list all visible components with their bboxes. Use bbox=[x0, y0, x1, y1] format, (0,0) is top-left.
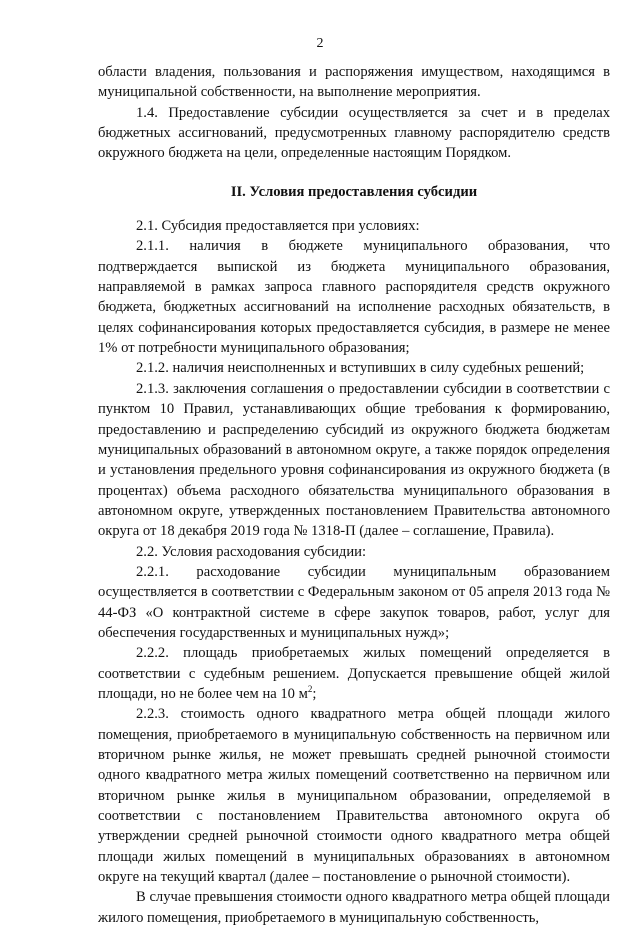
paragraph-2-2-2 bbox=[98, 643, 610, 704]
paragraph-continuation: области владения, пользования и распоряжения имуществом, находящимся в муниципальной собственности, на выполнение мероприятия. bbox=[98, 64, 610, 101]
paragraph-2-2-2-end: ; bbox=[312, 685, 317, 702]
section-heading: II. Условия предоставления субсидии bbox=[230, 183, 478, 200]
paragraph-2-2-3: 2.2.3. стоимость одного квадратного метра общей площади жилого помещения, приобретаемого в муниципальную собственность на первичном или вторичном рынке жилья, не может превышать средней рыночной стоимости одного квадратного метра жилых помещений соответственно на первичном или вторичном рынке жилья в муниципальном образовании, определяемой в соответствии с постановлением Правительства автономного округа об утверждении средней рыночной стоимости одного квадратного метра общей площади жилых помещений в муниципальных образованиях в автономном округе на текущий квартал (далее – постановление о рыночной стоимости). bbox=[98, 706, 610, 886]
paragraph-2-2-1: 2.2.1. расходование субсидии муниципальным образованием осуществляется в соответствии с Федеральным законом от 05 апреля 2013 года № 44-ФЗ «О контрактной системе в сфере закупок товаров, работ, услуг для обеспечения государственных и муниципальных нужд»; bbox=[98, 563, 610, 641]
paragraph-2-1-1: 2.1.1. наличия в бюджете муниципального образования, что подтверждается выпиской из бюджета муниципального образования, направляемой в рамках запроса главного распорядителя средств окружного бюджета, бюджетных ассигнований на исполнение расходных обязательств, в целях софинансирования которых предоставляется субсидия, в размере не менее 1% от потребности муниципального образования; bbox=[98, 238, 610, 357]
paragraph-2-1-2: 2.1.2. наличия неисполненных и вступивших в силу судебных решений; bbox=[136, 360, 585, 377]
page-number: 2 bbox=[316, 36, 324, 51]
paragraph-1-4: 1.4. Предоставление субсидии осуществляется за счет и в пределах бюджетных ассигнований, предусмотренных главному распорядителю средств окружного бюджета на цели, определенные настоящим Порядком. bbox=[98, 104, 610, 162]
paragraph-2-2-2-text: 2.2.2. площадь приобретаемых жилых помещений определяется в соответствии с судебным решением. Допускается превышение общей жилой площади, но не более чем на 10 м bbox=[98, 645, 610, 702]
paragraph-2-1-3: 2.1.3. заключения соглашения о предоставлении субсидии в соответствии с пунктом 10 Правил, устанавливающих общие требования к формированию, предоставлению и распределению субсидий из окружного бюджета бюджетам муниципальных образований в автономном округе, а также порядок определения и установления предельного уровня софинансирования из окружного бюджета (в процентах) объема расходного обязательства муниципального образования в автономном округе, утвержденных постановлением Правительства автономного округа от 18 декабря 2019 года № 1318-П (далее – соглашение, Правила). bbox=[98, 380, 610, 540]
document-body bbox=[98, 62, 610, 928]
paragraph-exceeding-cost: В случае превышения стоимости одного квадратного метра общей площади жилого помещения, приобретаемого в муниципальную собственность, bbox=[98, 889, 610, 926]
paragraph-2-1: 2.1. Субсидия предоставляется при условиях: bbox=[136, 218, 420, 235]
paragraph-2-2: 2.2. Условия расходования субсидии: bbox=[136, 543, 366, 560]
superscript-2: 2 bbox=[307, 684, 313, 695]
